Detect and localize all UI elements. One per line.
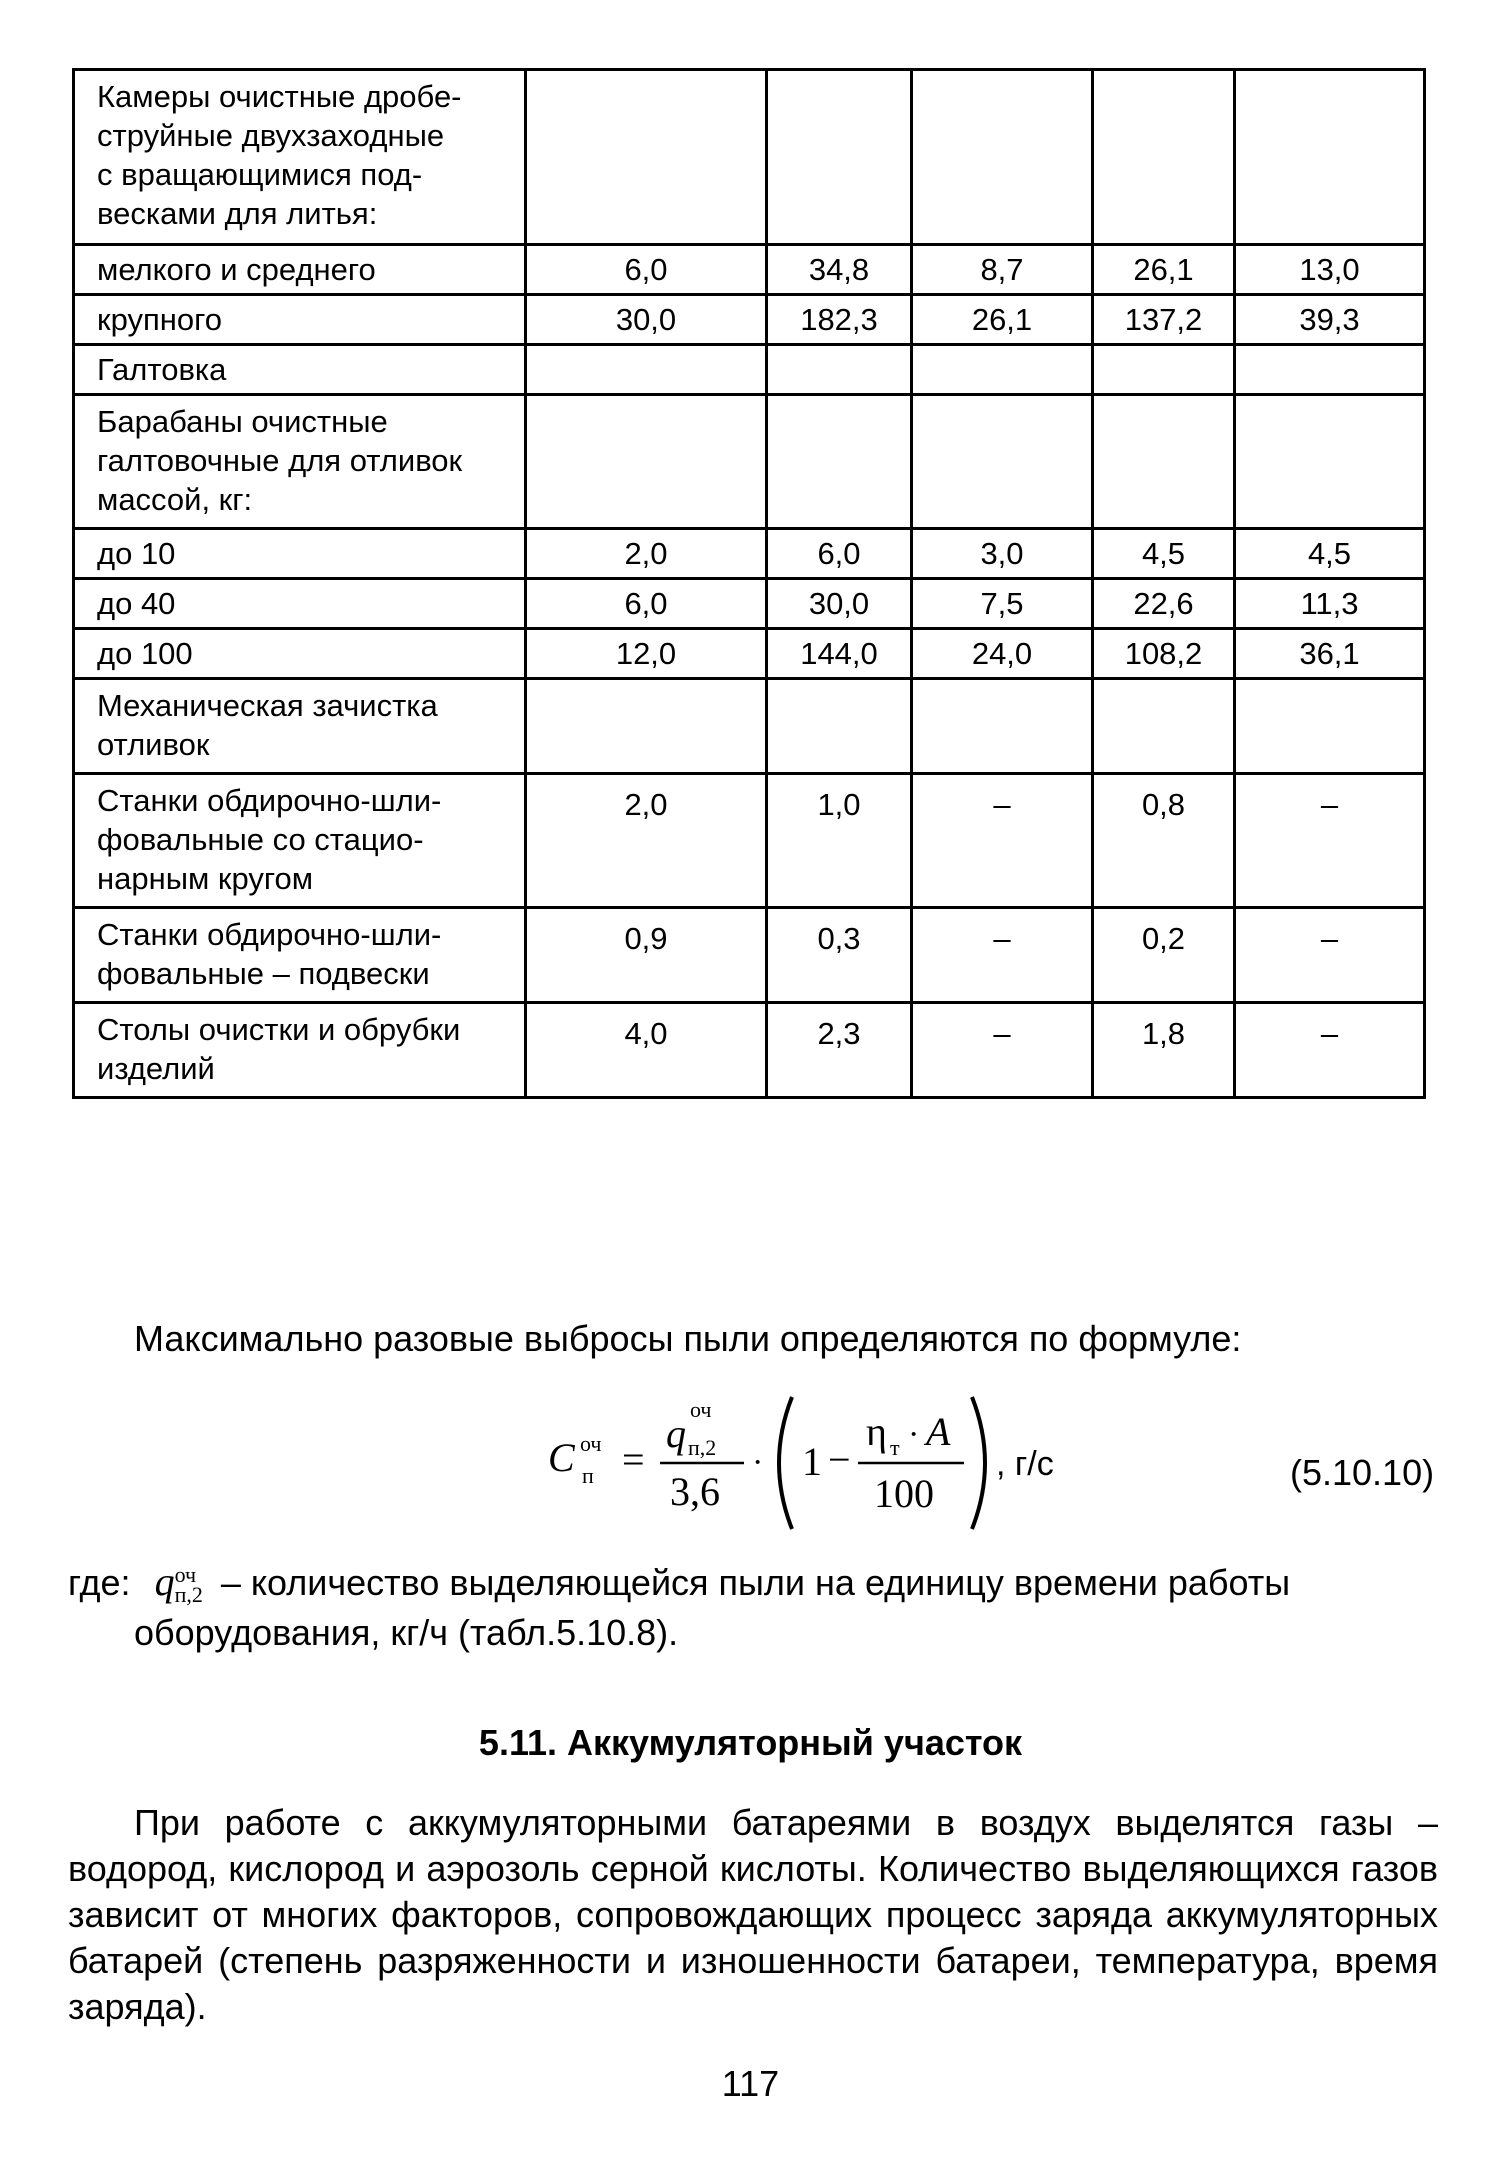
row-value <box>1093 679 1235 774</box>
table-row <box>74 774 1425 908</box>
where-line1: – количество выделяющейся пыли на единицу времени работы <box>210 1562 1291 1603</box>
row-label: до 40 <box>74 579 526 629</box>
row-label: Барабаны очистные галтовочные для отливок массой, кг: <box>74 395 526 529</box>
row-value <box>526 345 767 395</box>
row-value: 36,1 <box>1235 629 1425 679</box>
row-value: 22,6 <box>1093 579 1235 629</box>
row-value: 2,0 <box>526 529 767 579</box>
formula-eta-sub: т <box>890 1435 900 1460</box>
row-value <box>1235 70 1425 245</box>
row-value: 24,0 <box>912 629 1093 679</box>
formula <box>540 1385 1060 1535</box>
intro-text: Максимально разовые выбросы пыли определяются по формуле: <box>134 1318 1242 1359</box>
section-heading: 5.11. Аккумуляторный участок <box>478 1722 1023 1763</box>
row-value: 108,2 <box>1093 629 1235 679</box>
row-value <box>1093 345 1235 395</box>
row-value: 39,3 <box>1235 295 1425 345</box>
table-row <box>74 70 1425 245</box>
row-value: 2,3 <box>767 1003 912 1098</box>
row-value: – <box>912 774 1093 908</box>
row-value: 0,8 <box>1093 774 1235 908</box>
row-value: 6,0 <box>526 579 767 629</box>
row-value <box>767 679 912 774</box>
row-value: 11,3 <box>1235 579 1425 629</box>
where-block <box>68 1557 1438 1658</box>
row-value <box>526 679 767 774</box>
row-value: 0,3 <box>767 908 912 1003</box>
row-value: – <box>1235 908 1425 1003</box>
row-value: – <box>1235 774 1425 908</box>
table-row <box>74 345 1425 395</box>
row-value: 13,0 <box>1235 245 1425 295</box>
table-row <box>74 529 1425 579</box>
row-value <box>1235 345 1425 395</box>
row-value <box>526 395 767 529</box>
row-value <box>912 679 1093 774</box>
row-label: Механическая зачистка отливок <box>74 679 526 774</box>
table-row <box>74 679 1425 774</box>
row-value: 144,0 <box>767 629 912 679</box>
row-value <box>767 345 912 395</box>
row-label: мелкого и среднего <box>74 245 526 295</box>
row-label: Галтовка <box>74 345 526 395</box>
left-paren <box>779 1397 792 1529</box>
formula-q: q <box>666 1411 686 1456</box>
row-value: 26,1 <box>912 295 1093 345</box>
row-value: 1,0 <box>767 774 912 908</box>
formula-one: 1 <box>802 1439 822 1484</box>
row-value: 7,5 <box>912 579 1093 629</box>
table-row <box>74 295 1425 345</box>
formula-q-sup: оч <box>690 1397 712 1422</box>
row-value <box>526 70 767 245</box>
table-row <box>74 1003 1425 1098</box>
row-value: 4,5 <box>1093 529 1235 579</box>
table-row <box>74 908 1425 1003</box>
formula-lhs-sub: п <box>582 1463 594 1488</box>
row-value: 4,5 <box>1235 529 1425 579</box>
row-value: 8,7 <box>912 245 1093 295</box>
emissions-table <box>72 68 1426 1099</box>
minus-sign: − <box>828 1437 851 1482</box>
row-label: крупного <box>74 295 526 345</box>
row-value <box>1093 395 1235 529</box>
table-row <box>74 395 1425 529</box>
row-value: 137,2 <box>1093 295 1235 345</box>
table-row <box>74 629 1425 679</box>
row-value <box>1093 70 1235 245</box>
row-value <box>912 395 1093 529</box>
equation-number: (5.10.10) <box>1290 1452 1435 1493</box>
formula-lhs: C <box>548 1435 575 1480</box>
where-symbol-sub: п,2 <box>174 1582 203 1608</box>
row-value: 30,0 <box>767 579 912 629</box>
row-label: до 100 <box>74 629 526 679</box>
where-line2: оборудования, кг/ч (табл.5.10.8). <box>134 1612 679 1653</box>
where-symbol: q <box>154 1559 175 1604</box>
multiply-dot: · <box>752 1444 764 1481</box>
row-value: 182,3 <box>767 295 912 345</box>
emissions-table-container <box>72 68 1423 1099</box>
row-label: Камеры очистные дробе- струйные двухзаходные с вращающимися под- весками для литья: <box>74 70 526 245</box>
equals-sign: = <box>622 1437 645 1482</box>
row-value <box>912 345 1093 395</box>
where-prefix: где: <box>68 1562 131 1603</box>
row-value <box>767 395 912 529</box>
formula-denominator: 3,6 <box>670 1469 720 1514</box>
row-value: 30,0 <box>526 295 767 345</box>
row-value: 26,1 <box>1093 245 1235 295</box>
formula-eta: η <box>866 1409 887 1454</box>
formula-lhs-sup: оч <box>580 1431 602 1456</box>
row-value <box>767 70 912 245</box>
formula-area: A <box>926 1409 951 1454</box>
row-label: до 10 <box>74 529 526 579</box>
multiply-dot-2: · <box>908 1416 920 1453</box>
where-symbol-sup: оч <box>174 1562 197 1588</box>
page-number: 117 <box>721 2063 780 2104</box>
row-value: – <box>912 1003 1093 1098</box>
row-value <box>912 70 1093 245</box>
table-row <box>74 579 1425 629</box>
body-paragraph: При работе с аккумуляторными батареями в воздух выделятся газы – водород, кислород и аэрозоль серной кислоты. Количество выделяющихся газов зависит от многих факторов, сопровождающих процесс заряда аккумуляторных батарей (степень разряженности и изношенности батареи, температура, время заряда). <box>68 1802 1438 2027</box>
row-value: 6,0 <box>767 529 912 579</box>
row-value: 4,0 <box>526 1003 767 1098</box>
row-value <box>1235 395 1425 529</box>
row-value: 0,9 <box>526 908 767 1003</box>
row-value: 6,0 <box>526 245 767 295</box>
table-row <box>74 245 1425 295</box>
row-value: 2,0 <box>526 774 767 908</box>
row-label: Станки обдирочно-шли- фовальные со стацио- нарным кругом <box>74 774 526 908</box>
formula-hundred: 100 <box>874 1471 934 1516</box>
right-paren <box>972 1397 985 1529</box>
row-value: – <box>912 908 1093 1003</box>
row-value: 34,8 <box>767 245 912 295</box>
formula-q-sub: п,2 <box>688 1435 717 1460</box>
row-value: 0,2 <box>1093 908 1235 1003</box>
row-label: Столы очистки и обрубки изделий <box>74 1003 526 1098</box>
formula-units: , г/с <box>996 1445 1054 1483</box>
row-value: – <box>1235 1003 1425 1098</box>
row-label: Станки обдирочно-шли- фовальные – подвески <box>74 908 526 1003</box>
row-value: 12,0 <box>526 629 767 679</box>
row-value <box>1235 679 1425 774</box>
row-value: 1,8 <box>1093 1003 1235 1098</box>
row-value: 3,0 <box>912 529 1093 579</box>
